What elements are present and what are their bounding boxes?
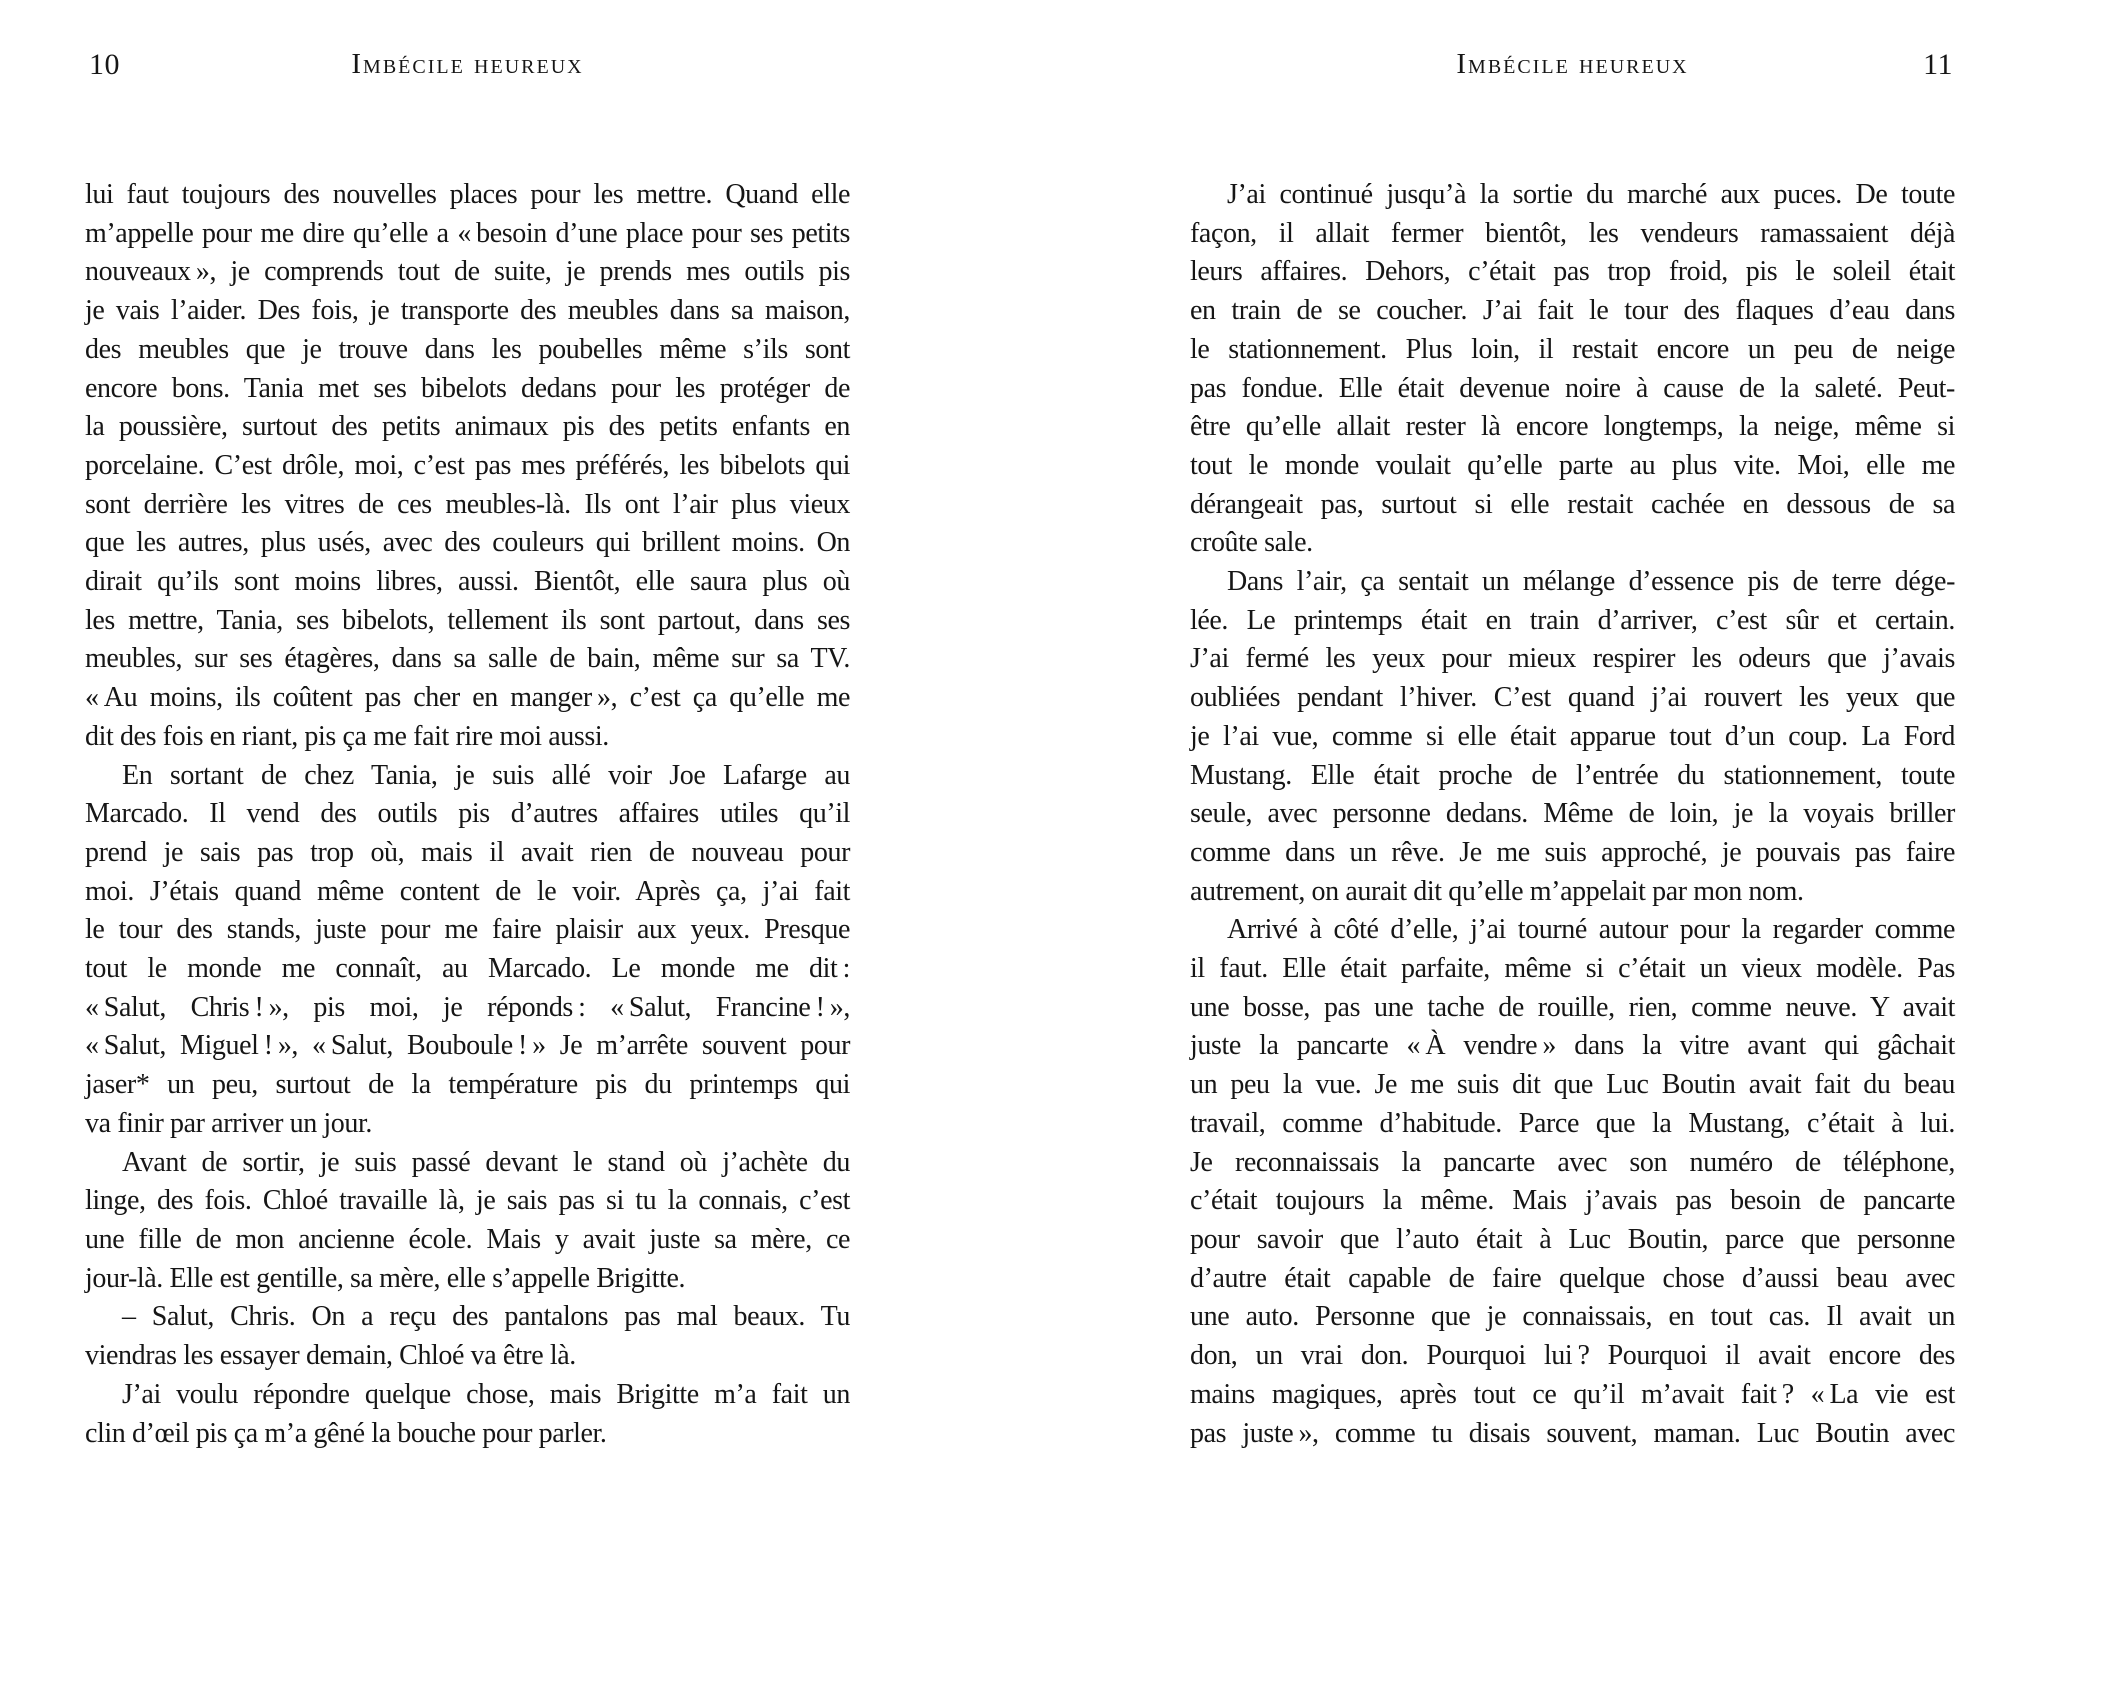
text-line: une bosse, pas une tache de rouille, rien, comme neuve. Y avait xyxy=(1190,991,1955,1023)
text-line: tout le monde voulait qu’elle parte au plus vite. Moi, elle me xyxy=(1190,449,1955,481)
text-line: Dans l’air, ça sentait un mélange d’essence pis de terre dége- xyxy=(1227,566,1955,598)
text-line: je l’ai vue, comme si elle était apparue tout d’un coup. La Ford xyxy=(1190,720,1955,752)
text-line: meubles, sur ses étagères, dans sa salle de bain, même sur sa TV. xyxy=(85,643,850,675)
text-line: jour-là. Elle est gentille, sa mère, elle s’appelle Brigitte. xyxy=(85,1262,686,1294)
paragraph xyxy=(1190,176,1955,563)
text-line: Je reconnaissais la pancarte avec son numéro de téléphone, xyxy=(1190,1146,1955,1178)
text-line: tout le monde me connaît, au Marcado. Le monde me dit : xyxy=(85,953,850,985)
text-line: croûte sale. xyxy=(1190,527,1313,559)
text-line: la poussière, surtout des petits animaux pis des petits enfants en xyxy=(85,411,850,443)
text-line: oubliées pendant l’hiver. C’est quand j’ai rouvert les yeux que xyxy=(1190,682,1955,714)
text-line: Mustang. Elle était proche de l’entrée du stationnement, toute xyxy=(1190,759,1955,791)
page-number-right: 11 xyxy=(1923,48,1953,81)
text-line: prend je sais pas trop où, mais il avait rien de nouveau pour xyxy=(85,836,850,868)
text-line: des meubles que je trouve dans les poubelles même s’ils sont xyxy=(85,333,850,365)
text-line: je vais l’aider. Des fois, je transporte des meubles dans sa maison, xyxy=(85,295,850,327)
text-line: que les autres, plus usés, avec des couleurs qui brillent moins. On xyxy=(85,527,850,559)
text-line: « Salut, Miguel ! », « Salut, Bouboule ! » Je m’arrête souvent pour xyxy=(85,1030,850,1062)
text-line: viendras les essayer demain, Chloé va être là. xyxy=(85,1340,576,1372)
page-body-left xyxy=(85,176,850,1453)
text-line: le stationnement. Plus loin, il restait encore un peu de neige xyxy=(1190,333,1955,365)
text-line: jaser* un peu, surtout de la température pis du printemps qui xyxy=(85,1069,850,1101)
text-line: pas fondue. Elle était devenue noire à cause de la saleté. Peut- xyxy=(1190,372,1955,404)
text-line: va finir par arriver un jour. xyxy=(85,1107,372,1139)
text-line: lui faut toujours des nouvelles places pour les mettre. Quand elle xyxy=(85,179,850,210)
text-line: sont derrière les vitres de ces meubles-là. Ils ont l’air plus vieux xyxy=(85,488,850,520)
text-line: lée. Le printemps était en train d’arriver, c’est sûr et certain. xyxy=(1190,604,1955,636)
text-line: dérangeait pas, surtout si elle restait cachée en dessous de sa xyxy=(1190,488,1955,520)
text-line: il faut. Elle était parfaite, même si c’était un vieux modèle. Pas xyxy=(1190,953,1955,985)
text-line: – Salut, Chris. On a reçu des pantalons pas mal beaux. Tu xyxy=(122,1301,850,1333)
text-line: J’ai continué jusqu’à la sortie du marché aux puces. De toute xyxy=(1227,179,1955,210)
paragraph xyxy=(85,1144,850,1299)
page-number-left: 10 xyxy=(89,48,120,81)
text-line: le tour des stands, juste pour me faire plaisir aux yeux. Presque xyxy=(85,914,850,946)
text-line: m’appelle pour me dire qu’elle a « besoin d’une place pour ses petits xyxy=(85,217,850,249)
text-line: moi. J’étais quand même content de le voir. Après ça, j’ai fait xyxy=(85,875,850,907)
text-line: En sortant de chez Tania, je suis allé voir Joe Lafarge au xyxy=(122,759,850,791)
text-line: seule, avec personne dedans. Même de loin, je la voyais briller xyxy=(1190,798,1955,830)
paragraph xyxy=(85,1376,850,1453)
text-line: juste la pancarte « À vendre » dans la vitre avant qui gâchait xyxy=(1190,1030,1955,1062)
paragraph xyxy=(1190,563,1955,911)
text-line: dirait qu’ils sont moins libres, aussi. Bientôt, elle saura plus où xyxy=(85,566,850,598)
running-title-right: Imbécile heureux xyxy=(1456,48,1689,80)
page-header-right xyxy=(1190,48,1955,84)
text-line: mains magiques, après tout ce qu’il m’avait fait ? « La vie est xyxy=(1190,1378,1955,1410)
paragraph xyxy=(1190,911,1955,1453)
page-body-right xyxy=(1190,176,1955,1453)
page-right xyxy=(1190,0,1955,1693)
text-line: une auto. Personne que je connaissais, en tout cas. Il avait un xyxy=(1190,1301,1955,1333)
text-line: J’ai voulu répondre quelque chose, mais Brigitte m’a fait un xyxy=(122,1378,850,1410)
text-line: nouveaux », je comprends tout de suite, je prends mes outils pis xyxy=(85,256,850,288)
text-line: en train de se coucher. J’ai fait le tour des flaques d’eau dans xyxy=(1190,295,1955,327)
page-header-left xyxy=(85,48,850,84)
text-line: « Au moins, ils coûtent pas cher en manger », c’est ça qu’elle me xyxy=(85,682,850,714)
text-line: comme dans un rêve. Je me suis approché, je pouvais pas faire xyxy=(1190,836,1955,868)
text-line: linge, des fois. Chloé travaille là, je sais pas si tu la connais, c’est xyxy=(85,1185,850,1217)
text-line: pour savoir que l’auto était à Luc Boutin, parce que personne xyxy=(1190,1223,1955,1255)
text-line: leurs affaires. Dehors, c’était pas trop froid, pis le soleil était xyxy=(1190,256,1955,288)
text-line: clin d’œil pis ça m’a gêné la bouche pour parler. xyxy=(85,1417,607,1449)
text-line: Arrivé à côté d’elle, j’ai tourné autour pour la regarder comme xyxy=(1227,914,1955,946)
text-line: autrement, on aurait dit qu’elle m’appelait par mon nom. xyxy=(1190,875,1804,907)
text-line: don, un vrai don. Pourquoi lui ? Pourquoi il avait encore des xyxy=(1190,1340,1955,1372)
text-line: pas juste », comme tu disais souvent, maman. Luc Boutin avec xyxy=(1190,1417,1955,1449)
paragraph xyxy=(85,176,850,757)
running-title-left: Imbécile heureux xyxy=(351,48,584,80)
text-line: J’ai fermé les yeux pour mieux respirer les odeurs que j’avais xyxy=(1190,643,1955,675)
text-line: encore bons. Tania met ses bibelots dedans pour les protéger de xyxy=(85,372,850,404)
text-line: une fille de mon ancienne école. Mais y avait juste sa mère, ce xyxy=(85,1223,850,1255)
paragraph xyxy=(85,757,850,1144)
paragraph xyxy=(85,1298,850,1375)
text-line: Marcado. Il vend des outils pis d’autres affaires utiles qu’il xyxy=(85,798,850,830)
text-line: c’était toujours la même. Mais j’avais pas besoin de pancarte xyxy=(1190,1185,1955,1217)
text-line: être qu’elle allait rester là encore longtemps, la neige, même si xyxy=(1190,411,1955,443)
page-left xyxy=(85,0,850,1693)
text-line: façon, il allait fermer bientôt, les vendeurs ramassaient déjà xyxy=(1190,217,1955,249)
text-line: « Salut, Chris ! », pis moi, je réponds : « Salut, Francine ! », xyxy=(85,991,850,1023)
text-line: dit des fois en riant, pis ça me fait rire moi aussi. xyxy=(85,720,609,752)
text-line: porcelaine. C’est drôle, moi, c’est pas mes préférés, les bibelots qui xyxy=(85,449,850,481)
text-line: travail, comme d’habitude. Parce que la Mustang, c’était à lui. xyxy=(1190,1107,1955,1139)
text-line: un peu la vue. Je me suis dit que Luc Boutin avait fait du beau xyxy=(1190,1069,1955,1101)
text-line: les mettre, Tania, ses bibelots, tellement ils sont partout, dans ses xyxy=(85,604,850,636)
text-line: d’autre était capable de faire quelque chose d’aussi beau avec xyxy=(1190,1262,1955,1294)
text-line: Avant de sortir, je suis passé devant le stand où j’achète du xyxy=(122,1146,850,1178)
